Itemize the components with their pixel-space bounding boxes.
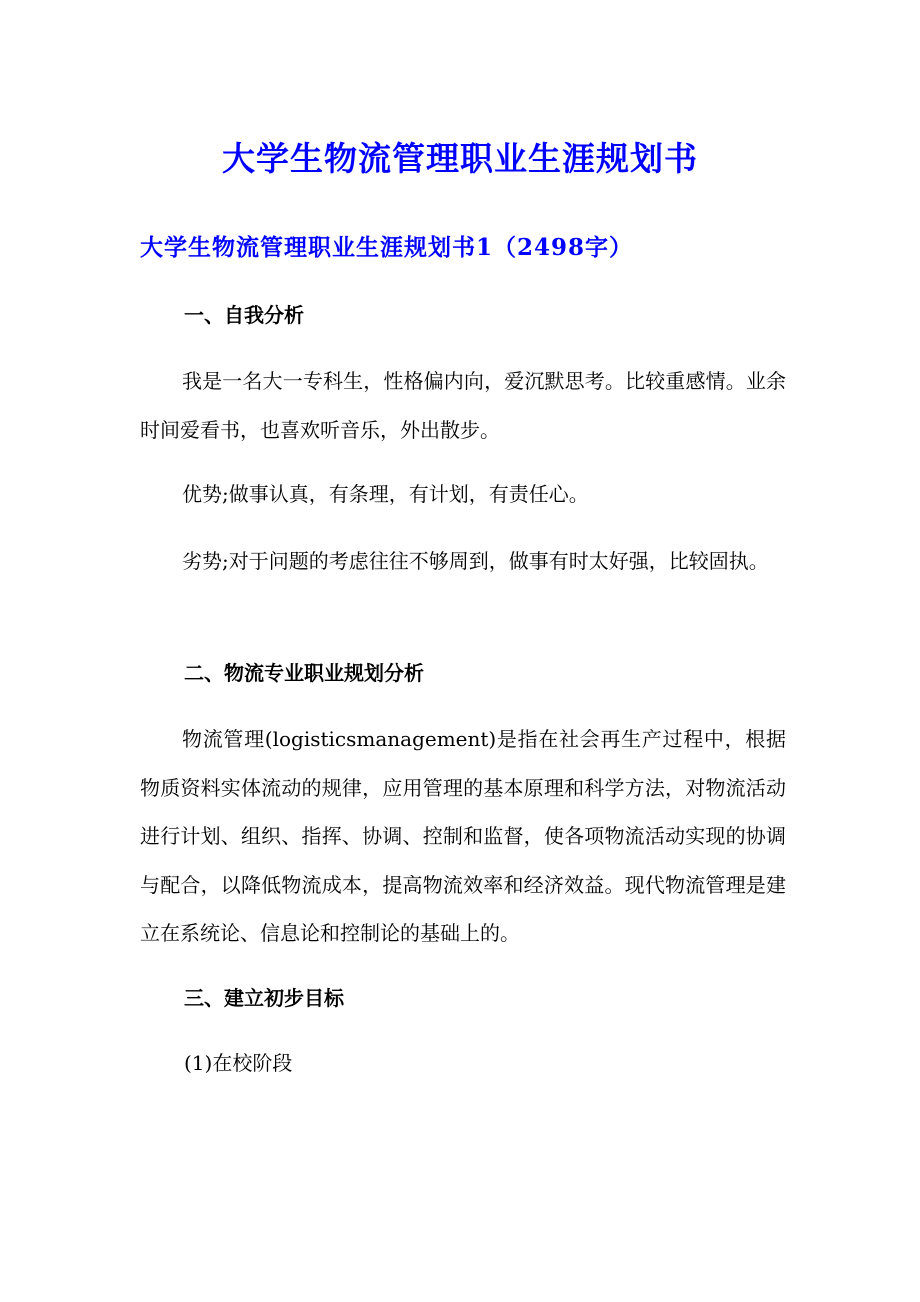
document-subtitle: 大学生物流管理职业生涯规划书1（2498字） (140, 234, 634, 261)
paragraph-logistics-definition: 物流管理(logisticsmanagement)是指在社会再生产过程中，根据物质资料实体流动的规律，应用管理的基本原理和科学方法，对物流活动进行计划、组织、指挥、协调、控制和监督，使各项物流活动实现的协调与配合，以降低物流成本，提高物流效率和经济效益。现代物流管理是建立在系统论、信息论和控制论的基础上的。 (140, 727, 786, 945)
document-title: 大学生物流管理职业生涯规划书 (222, 139, 698, 178)
goal-item-school-stage: (1)在校阶段 (184, 1051, 293, 1075)
paragraph-weaknesses: 劣势;对于问题的考虑往往不够周到，做事有时太好强，比较固执。 (182, 549, 769, 573)
paragraph-strengths: 优势;做事认真，有条理，有计划，有责任心。 (182, 482, 589, 506)
section-heading-self-analysis: 一、自我分析 (184, 303, 304, 327)
section-heading-goals: 三、建立初步目标 (184, 986, 344, 1010)
paragraph-self-intro: 我是一名大一专科生，性格偏内向，爱沉默思考。比较重感情。业余时间爱看书，也喜欢听音乐，外出散步。 (140, 369, 786, 442)
section-heading-career-analysis: 二、物流专业职业规划分析 (184, 661, 424, 685)
